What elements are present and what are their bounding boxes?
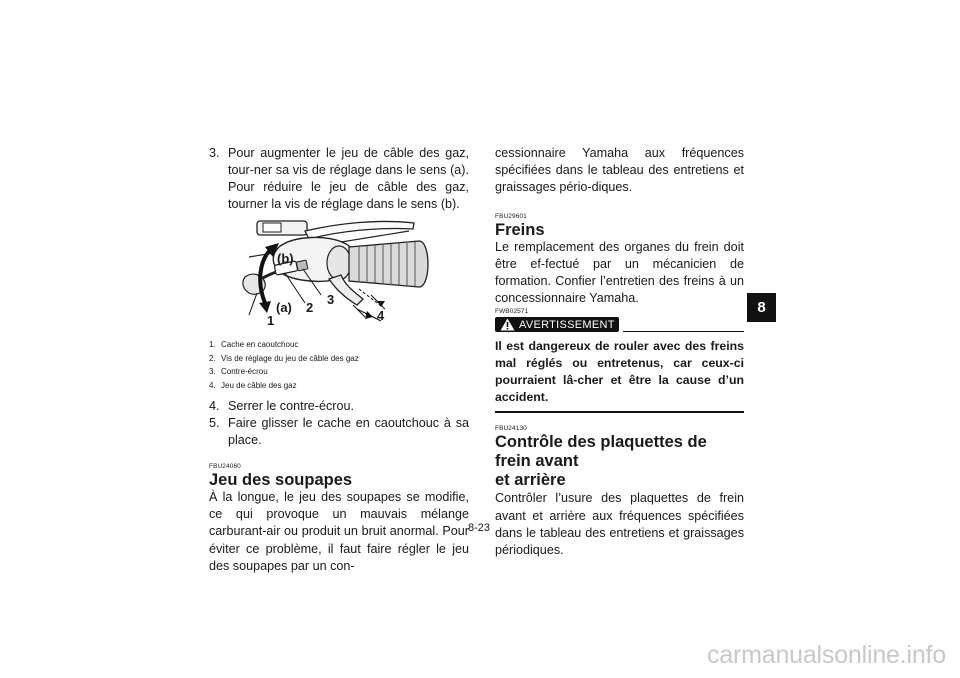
step-number: 3. (209, 146, 220, 160)
plaquettes-title-line2: et arrière (495, 471, 566, 490)
warning-label: AVERTISSEMENT (519, 318, 615, 331)
right-column (495, 145, 744, 559)
warning-header-rule (623, 331, 744, 332)
step-5 (209, 415, 469, 449)
section-title: Jeu des soupapes (209, 471, 353, 489)
warning-header (495, 317, 744, 333)
step-text: Serrer le contre-écrou. (228, 399, 354, 413)
continuation-text: cessionnaire Yamaha aux fréquences spécifiées dans le tableau des entretiens et graissages pério-diques. (495, 146, 744, 195)
freins-body: Le remplacement des organes du frein doit être ef-fectué par un mécanicien de formation. Confier l’entretien des freins à un concessionnaire Yamaha. (495, 239, 744, 306)
plaquettes-title-line1: Contrôle des plaquettes de frein avant (495, 433, 707, 471)
figure-captions (209, 338, 469, 392)
plaquettes-title (495, 433, 744, 490)
warning-code: FWB02571 (495, 308, 529, 316)
freins-title: Freins (495, 220, 545, 239)
callout-3: 3 (327, 292, 335, 307)
callout-1: 1 (267, 313, 275, 328)
section-code: FBU24060 (209, 463, 241, 470)
step-text: Faire glisser le cache en caoutchouc à sa place. (228, 416, 469, 447)
caption-item: 2. Vis de réglage du jeu de câble des gaz (209, 353, 359, 363)
step-3 (209, 145, 469, 213)
step-4 (209, 398, 469, 415)
left-column (209, 145, 469, 575)
warning-triangle-icon (500, 318, 515, 331)
step-number: 4. (209, 399, 220, 413)
freins-code: FBU29601 (495, 212, 527, 220)
warning-bottom-rule (495, 411, 744, 413)
callout-a: (a) (276, 300, 292, 315)
throttle-lever-illustration (209, 217, 469, 332)
warning-badge (495, 317, 619, 332)
callout-4: 4 (377, 308, 385, 323)
section-body: À la longue, le jeu des soupapes se modifie, ce qui provoque un mauvais mélange carburant-air ou produit un bruit anormal. Pour éviter ce problème, il faut faire régler le jeu des soupapes par un con- (209, 490, 469, 573)
plaquettes-code: FBU24130 (495, 425, 527, 433)
watermark: carmanualsonline.info (706, 641, 946, 669)
step-text: Pour augmenter le jeu de câble des gaz, tour-ner sa vis de réglage dans le sens (a). Pour réduire le jeu de câble des gaz, tourner la vis de réglage dans le sens (b). (228, 146, 469, 211)
caption-item: 3. Contre-écrou (209, 367, 268, 376)
callout-2: 2 (306, 300, 314, 315)
warning-text: Il est dangereux de rouler avec des freins mal réglés ou entretenus, car ceux-ci pourraient lâ-cher et être la cause d’un accident. (495, 339, 744, 405)
caption-item: 4. Jeu de câble des gaz (209, 380, 297, 390)
throttle-cable-figure (209, 217, 469, 332)
chapter-tab: 8 (747, 293, 776, 322)
callout-b: (b) (277, 251, 294, 266)
page-number: 8-23 (468, 522, 491, 534)
step-number: 5. (209, 416, 220, 430)
caption-item: 1. Cache en caoutchouc (209, 340, 299, 349)
plaquettes-body: Contrôler l’usure des plaquettes de frein avant et arrière aux fréquences spécifiées dans le tableau des entretiens et graissages périodiques. (495, 491, 744, 558)
